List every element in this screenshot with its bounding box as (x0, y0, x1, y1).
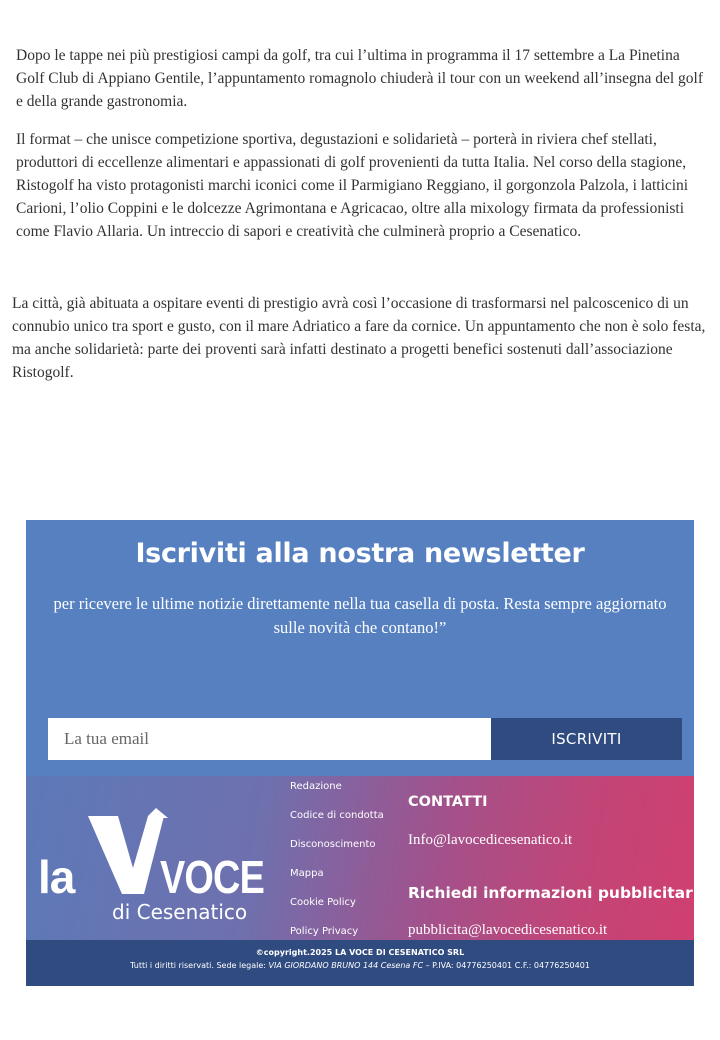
contacts-heading: CONTATTI (408, 794, 488, 810)
footer-link-disconoscimento[interactable]: Disconoscimento (290, 839, 376, 850)
legal-address: VIA GIORDANO BRUNO 144 Cesena FC (268, 961, 424, 970)
ads-heading: Richiedi informazioni pubblicitarie (408, 884, 709, 902)
footer (26, 776, 709, 940)
subscribe-button[interactable]: ISCRIVITI (491, 718, 682, 760)
copyright-text: ©copyright.2025 LA VOCE DI CESENATICO SRL (255, 948, 465, 957)
footer-link-codice-condotta[interactable]: Codice di condotta (290, 810, 384, 821)
article-paragraph: Dopo le tappe nei più prestigiosi campi da golf, tra cui l’ultima in programma il 17 settembre a La Pinetina Golf Club di Appiano Gentile, l’appuntamento romagnolo chiuderà il tour con un weekend all’insegna del golf e della grande gastronomia. (16, 47, 703, 110)
copyright-bar (26, 940, 694, 986)
footer-link-cookie-policy[interactable]: Cookie Policy (290, 897, 356, 908)
rights-text: Tutti i diritti riservati. Sede legale: (130, 961, 269, 970)
legal-info (26, 961, 694, 970)
tax-info: – P.IVA: 04776250401 C.F.: 04776250401 (423, 961, 590, 970)
ads-email-link[interactable]: pubblicita@lavocedicesenatico.it (408, 922, 608, 938)
logo-word-voce: VOCE (160, 851, 264, 903)
contact-email-link[interactable]: Info@lavocedicesenatico.it (408, 832, 573, 848)
newsletter-form (48, 718, 682, 760)
footer-link-mappa[interactable]: Mappa (290, 868, 324, 879)
logo-word-la: la (38, 851, 75, 903)
footer-links (290, 776, 400, 950)
newsletter-title: Iscriviti alla nostra newsletter (135, 538, 585, 569)
newsletter-subtitle: per ricevere le ultime notizie direttamente nella tua casella di posta. Resta sempre aggiornato sulle novità che contano!” (53, 594, 667, 637)
article-paragraph: Il format – che unisce competizione sportiva, degustazioni e solidarietà – porterà in riviera chef stellati, produttori di eccellenze alimentari e appassionati di golf provenienti da tutta Italia. Nel corso della stagione, Ristogolf ha visto protagonisti marchi iconici come il Parmigiano Reggiano, il gorgonzola Palzola, i latticini Carioni, l’olio Coppini e le dolcezze Agrimontana e Agricacao, oltre alla mixology firmata da professionisti come Flavio Allaria. Un intreccio di sapori e creatività che culminerà proprio a Cesenatico. (16, 131, 689, 240)
footer-link-policy-privacy[interactable]: Policy Privacy (290, 926, 359, 937)
article-paragraph: La città, già abituata a ospitare eventi di prestigio avrà così l’occasione di trasformarsi nel palcoscenico di un connubio unico tra sport e gusto, con il mare Adriatico a fare da cornice. Un appuntamento che non è solo festa, ma anche solidarietà: parte dei proventi sarà infatti destinato a progetti benefici sostenuti dall’associazione Ristogolf. (12, 295, 706, 381)
email-input[interactable] (48, 718, 491, 760)
footer-link-redazione[interactable]: Redazione (290, 781, 342, 792)
logo-word-cesenatico: di Cesenatico (112, 900, 248, 924)
site-logo[interactable] (36, 806, 268, 926)
newsletter-section (26, 520, 694, 776)
